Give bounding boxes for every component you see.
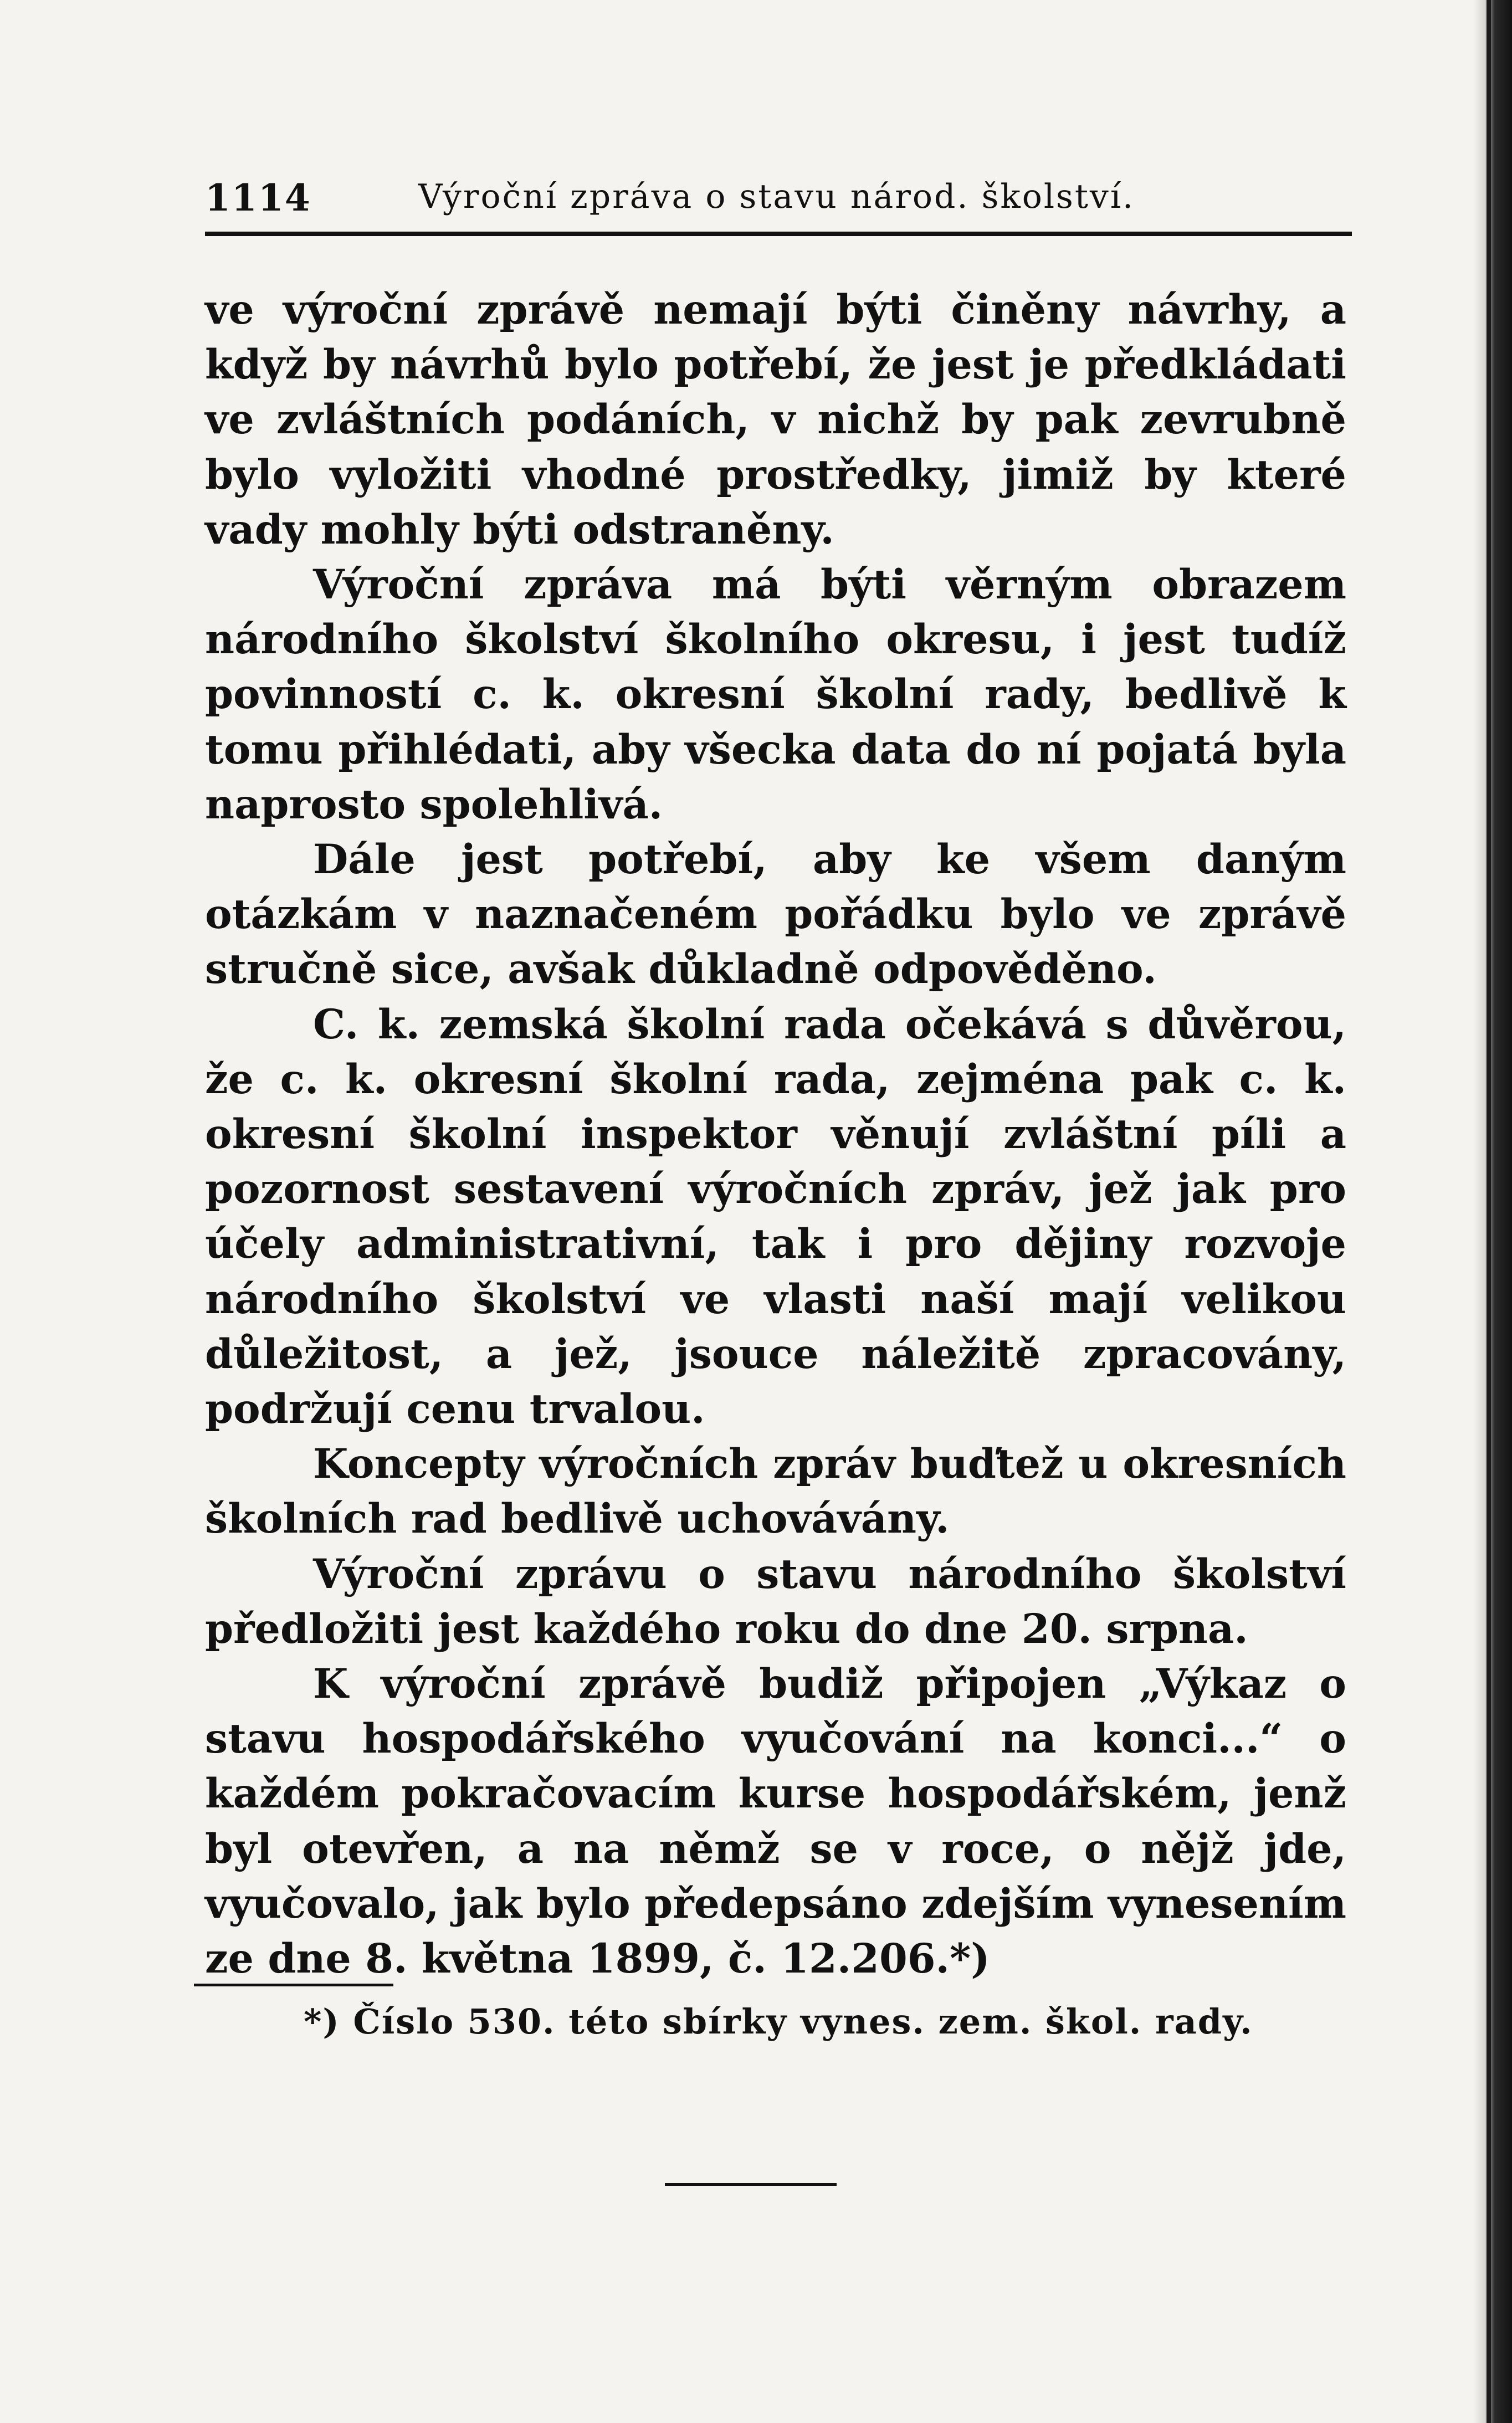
paragraph: Koncepty výročních zpráv buďtež u okresních školních rad bedlivě uchovávány. xyxy=(205,1440,1346,1543)
paragraph: Výroční zpráva má býti věrným obrazem národního školství školního okresu, i jest tudíž povinností c. k. okresní školní rady, bedlivě k tomu přihlédati, aby všecka data do ní pojatá byla naprosto spolehlivá. xyxy=(205,561,1346,828)
page-edge-line xyxy=(1487,0,1491,2423)
header-rule xyxy=(205,232,1352,236)
footnote: *) Číslo 530. této sbírky vynes. zem. škol. rady. xyxy=(304,2001,1253,2042)
page-edge-shadow xyxy=(1473,0,1512,2423)
paragraph: K výroční zprávě budiž připojen „Výkaz o stavu hospodářského vyučování na konci...“ o každém pokračovacím kurse hospodářském, jenž byl otevřen, a na němž se v roce, o nějž jde, vyučovalo, jak bylo předepsáno zdejším vynesením ze dne 8. května 1899, č. 12.206.*) xyxy=(205,1660,1346,1983)
footnote-rule xyxy=(194,1984,393,1986)
paragraph: Dále jest potřebí, aby ke všem daným otázkám v naznačeném pořádku bylo ve zprávě stručně sice, avšak důkladně odpověděno. xyxy=(205,836,1346,993)
paragraph: Výroční zprávu o stavu národního školství předložiti jest každého roku do dne 20. srpna. xyxy=(205,1550,1346,1653)
body-text xyxy=(205,283,1346,1986)
paragraph: ve výroční zprávě nemají býti činěny návrhy, a když by návrhů bylo potřebí, že jest je předkládati ve zvláštních podáních, v nichž by pak zevrubně bylo vyložiti vhodné prostředky, jimiž by které vady mohly býti odstraněny. xyxy=(205,286,1346,554)
end-rule xyxy=(665,2183,837,2186)
running-head: Výroční zpráva o stavu národ. školství. xyxy=(418,177,1135,216)
paragraph: C. k. zemská školní rada očekává s důvěrou, že c. k. okresní školní rada, zejména pak c. k. okresní školní inspektor věnují zvláštní píli a pozornost sestavení výročních zpráv, jež jak pro účely administrativní, tak i pro dějiny rozvoje národního školství ve vlasti naší mají velikou důležitost, a jež, jsouce náležitě zpracovány, podržují cenu trvalou. xyxy=(205,1000,1346,1433)
page-number: 1114 xyxy=(205,176,311,219)
page-header xyxy=(205,166,1346,227)
